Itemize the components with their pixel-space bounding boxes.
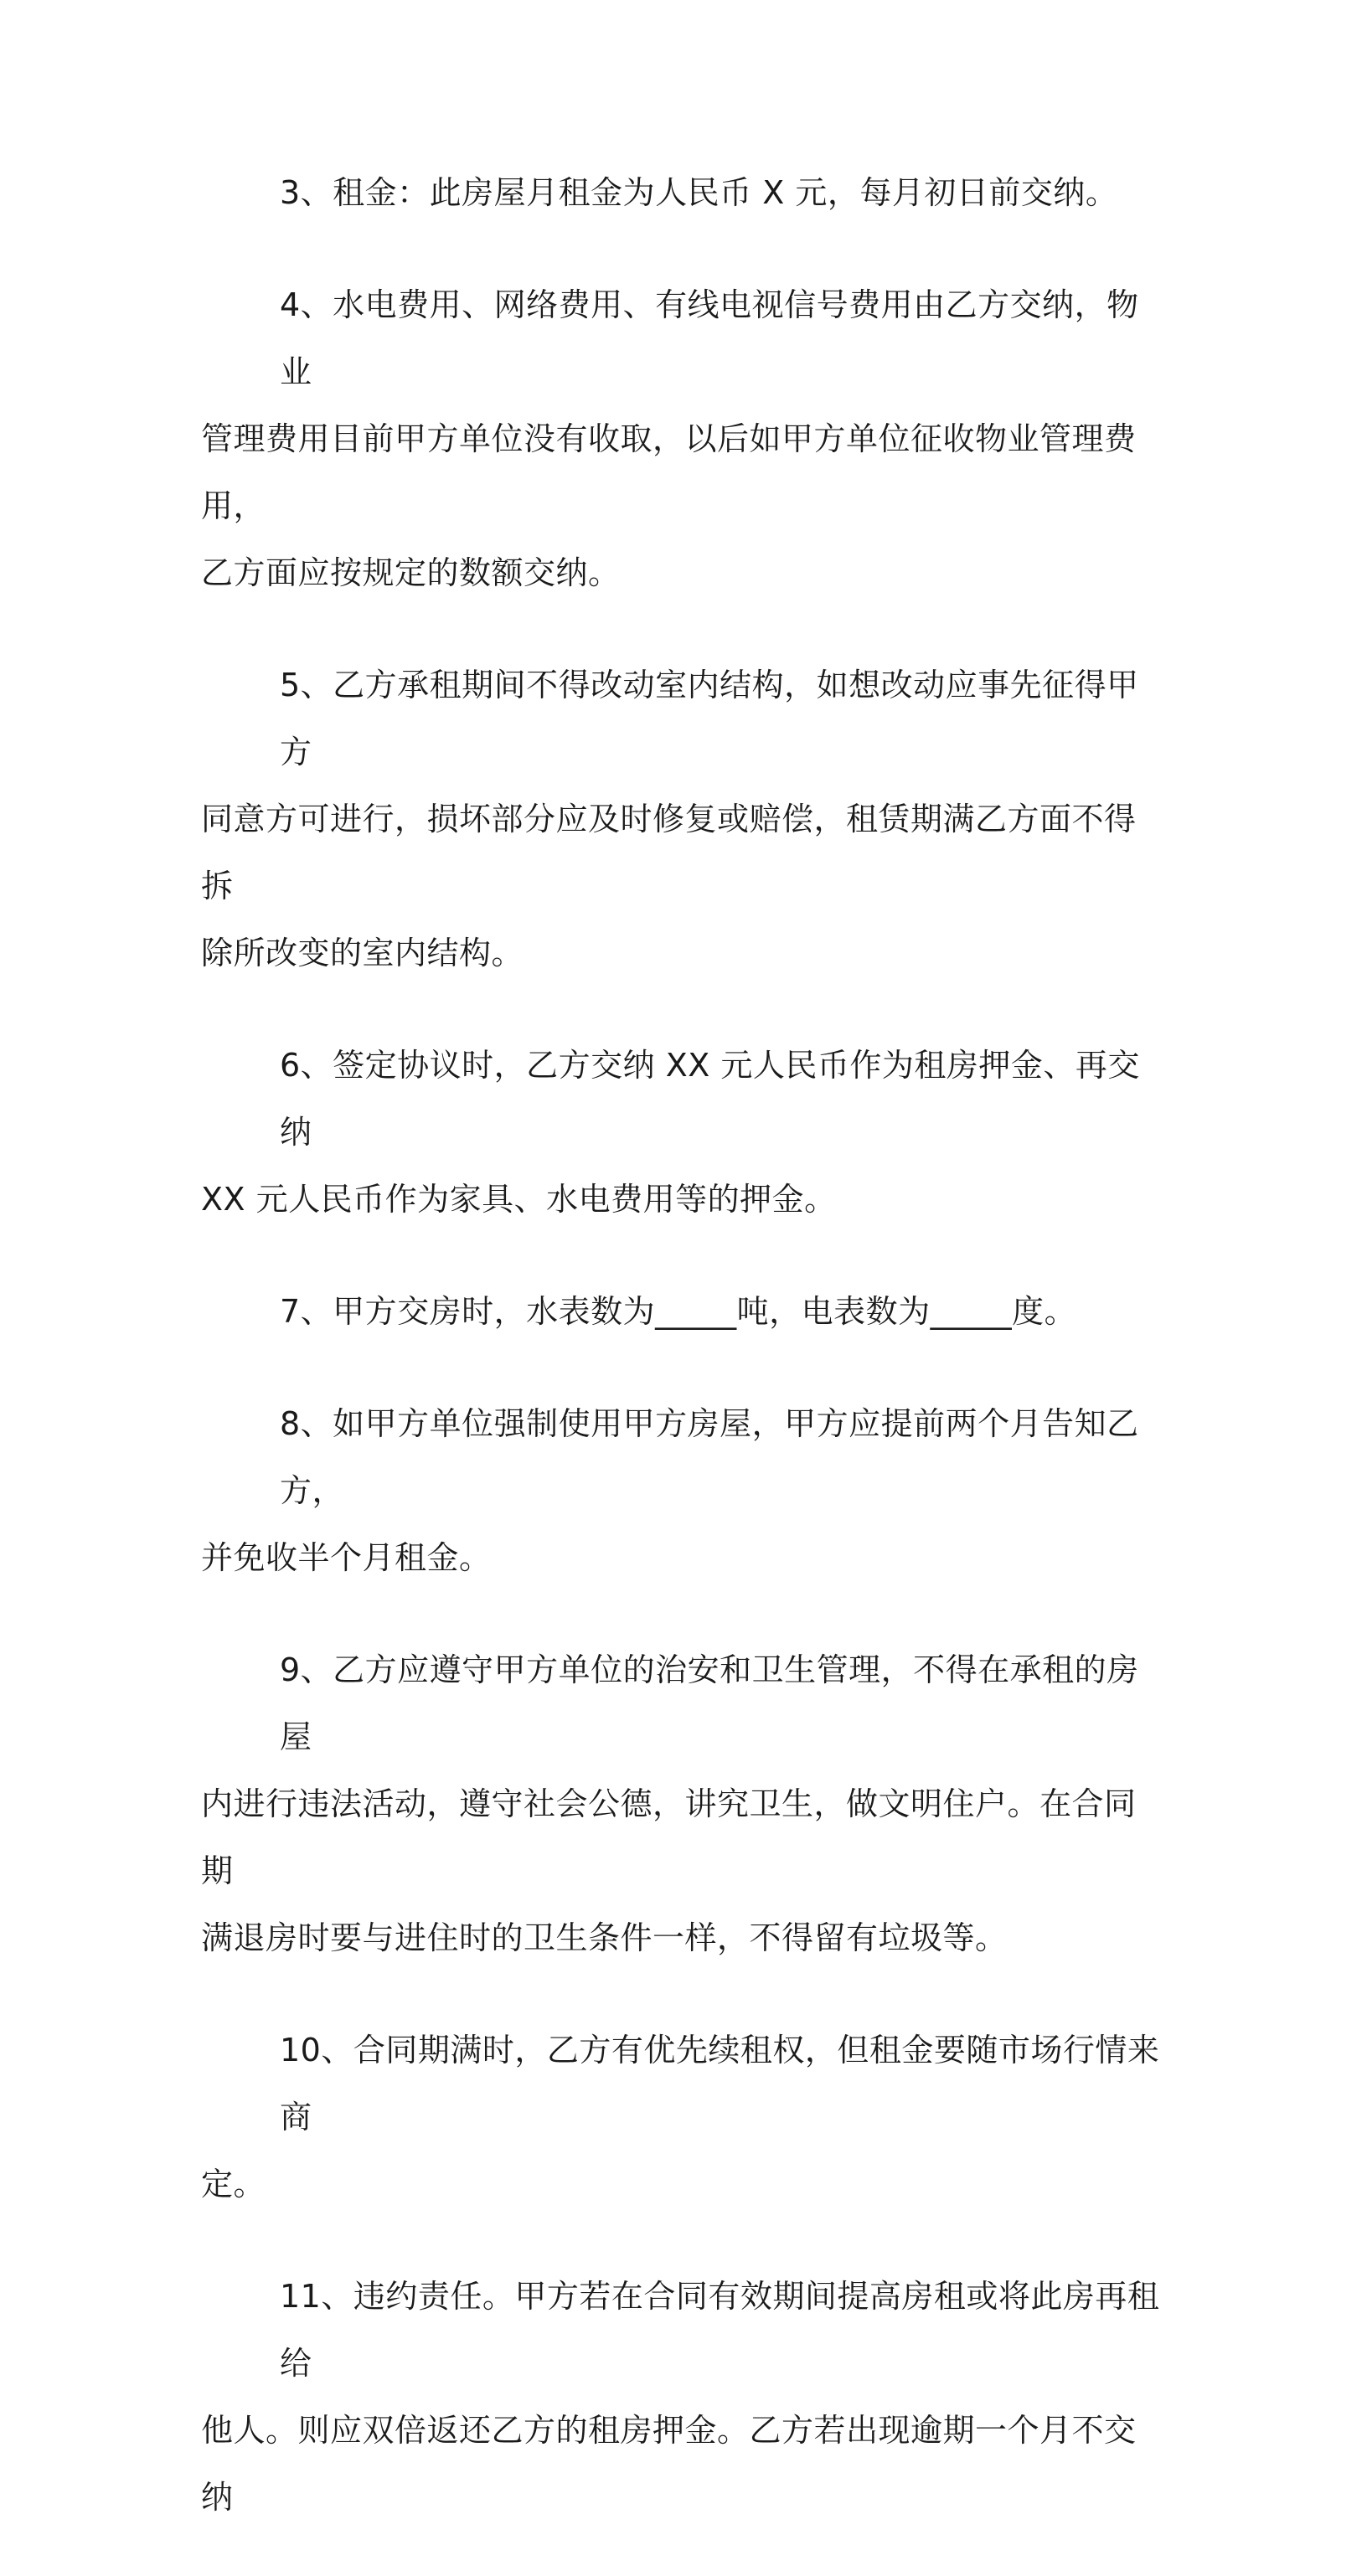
clause-line: 并免收半个月租金。	[201, 1539, 492, 1576]
clause-line: 4、水电费用、网络费用、有线电视信号费用由乙方交纳，物业	[280, 286, 1139, 390]
clause-line: 7、甲方交房时，水表数为_____吨，电表数为_____度。	[280, 1293, 1077, 1330]
clause-9	[201, 1636, 1164, 1971]
clause-line: 8、如甲方单位强制使用甲方房屋，甲方应提前两个月告知乙方，	[280, 1405, 1139, 1509]
clause-10	[201, 2017, 1164, 2218]
clause-line: 6、签定协议时，乙方交纳 XX 元人民币作为租房押金、再交纳	[280, 1047, 1140, 1151]
clause-line: 管理费用目前甲方单位没有收取，以后如甲方单位征收物业管理费用，	[201, 420, 1137, 524]
clause-line: 除所改变的室内结构。	[201, 935, 524, 971]
clause-6	[201, 1032, 1164, 1233]
clause-line: 定。	[201, 2166, 266, 2202]
clause-5	[201, 652, 1164, 987]
clause-line: 11、违约责任。甲方若在合同有效期间提高房租或将此房再租给	[280, 2278, 1160, 2382]
clause-7	[201, 1278, 1164, 1345]
clause-line: XX 元人民币作为家具、水电费用等的押金。	[201, 1181, 837, 1218]
clause-line: 他人。则应双倍返还乙方的租房押金。乙方若出现逾期一个月不交纳	[201, 2412, 1137, 2516]
clause-line: 3、租金：此房屋月租金为人民币 X 元，每月初日前交纳。	[280, 174, 1118, 211]
clause-line: 10、合同期满时，乙方有优先续租权，但租金要随市场行情来商	[280, 2032, 1160, 2136]
clause-line: 乙方面应按规定的数额交纳。	[201, 554, 621, 591]
clause-3	[201, 159, 1164, 226]
clause-11	[201, 2263, 1164, 2531]
clause-line: 内进行违法活动，遵守社会公德，讲究卫生，做文明住户。在合同期	[201, 1785, 1137, 1889]
clause-8	[201, 1390, 1164, 1591]
clause-line: 9、乙方应遵守甲方单位的治安和卫生管理，不得在承租的房屋	[280, 1651, 1139, 1755]
clause-line: 5、乙方承租期间不得改动室内结构，如想改动应事先征得甲方	[280, 667, 1139, 770]
clause-line: 满退房时要与进住时的卫生条件一样，不得留有垃圾等。	[201, 1919, 1008, 1956]
clause-4	[201, 271, 1164, 606]
document-body	[201, 159, 1164, 2576]
clause-line: 同意方可进行，损坏部分应及时修复或赔偿，租赁期满乙方面不得拆	[201, 801, 1137, 904]
